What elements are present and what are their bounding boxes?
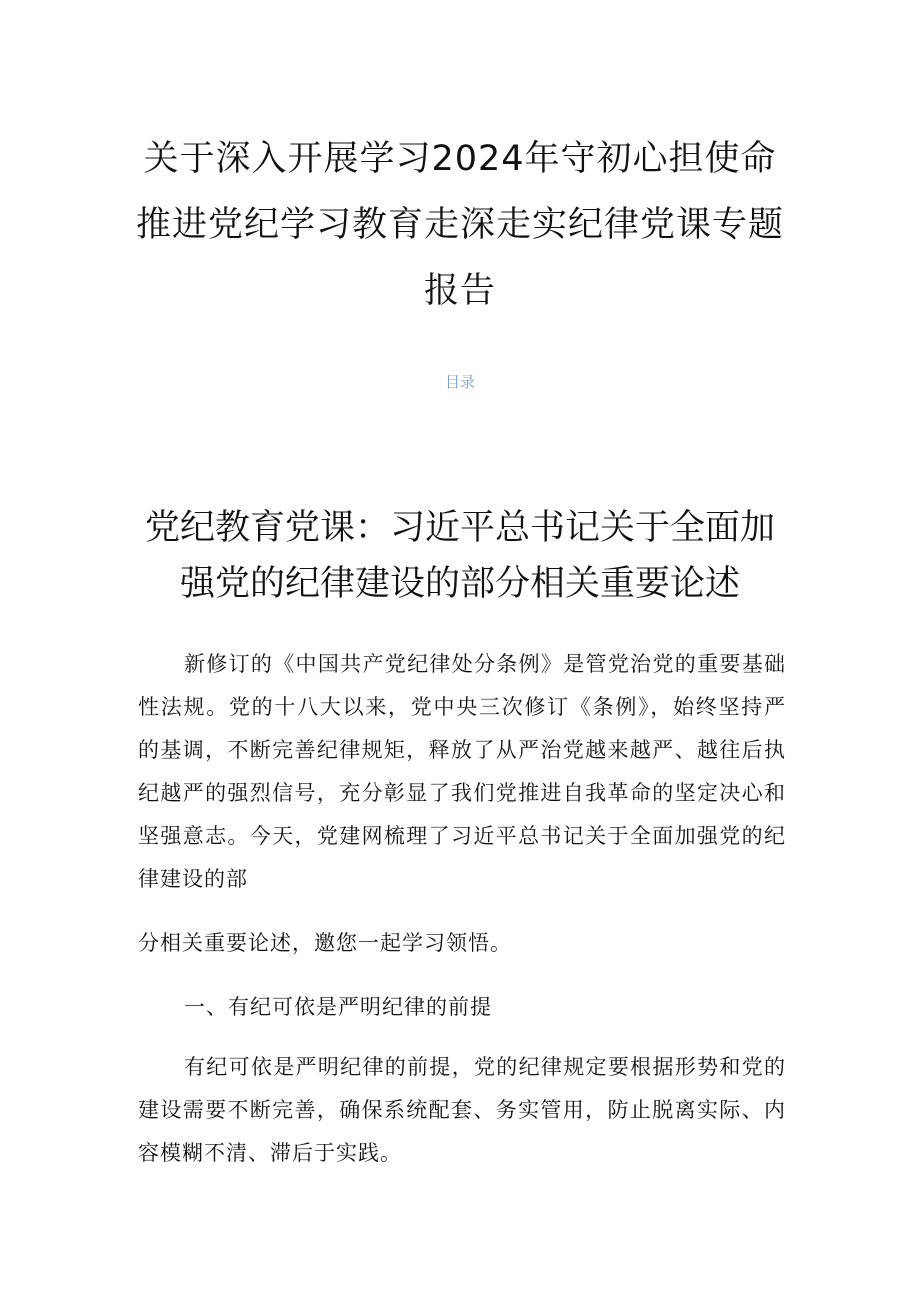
section-title: 党纪教育党课：习近平总书记关于全面加强党的纪律建设的部分相关重要论述 xyxy=(144,508,775,604)
subheading-one: 一、有纪可依是严明纪律的前提 xyxy=(184,995,492,1019)
document-title: 关于深入开展学习2024年守初心担使命推进党纪学习教育走深走实纪律党课专题报告 xyxy=(135,139,784,311)
body-paragraph-intro: 新修订的《中国共产党纪律处分条例》是管党治党的重要基础性法规。党的十八大以来，党中央三次修订《条例》，始终坚持严的基调，不断完善纪律规矩，释放了从严治党越来越严、越往后执纪越严的强烈信号，充分彰显了我们党推进自我革命的坚定决心和坚强意志。今天，党建网梳理了习近平总书记关于全面加强党的纪律建设的部 xyxy=(138,652,786,891)
body-paragraph-continuation: 分相关重要论述，邀您一起学习领悟。 xyxy=(138,931,512,955)
body-paragraph-one: 有纪可依是严明纪律的前提，党的纪律规定要根据形势和党的建设需要不断完善，确保系统配套、务实管用，防止脱离实际、内容模糊不清、滞后于实践。 xyxy=(138,1055,786,1165)
toc-link[interactable]: 目录 xyxy=(444,373,475,391)
